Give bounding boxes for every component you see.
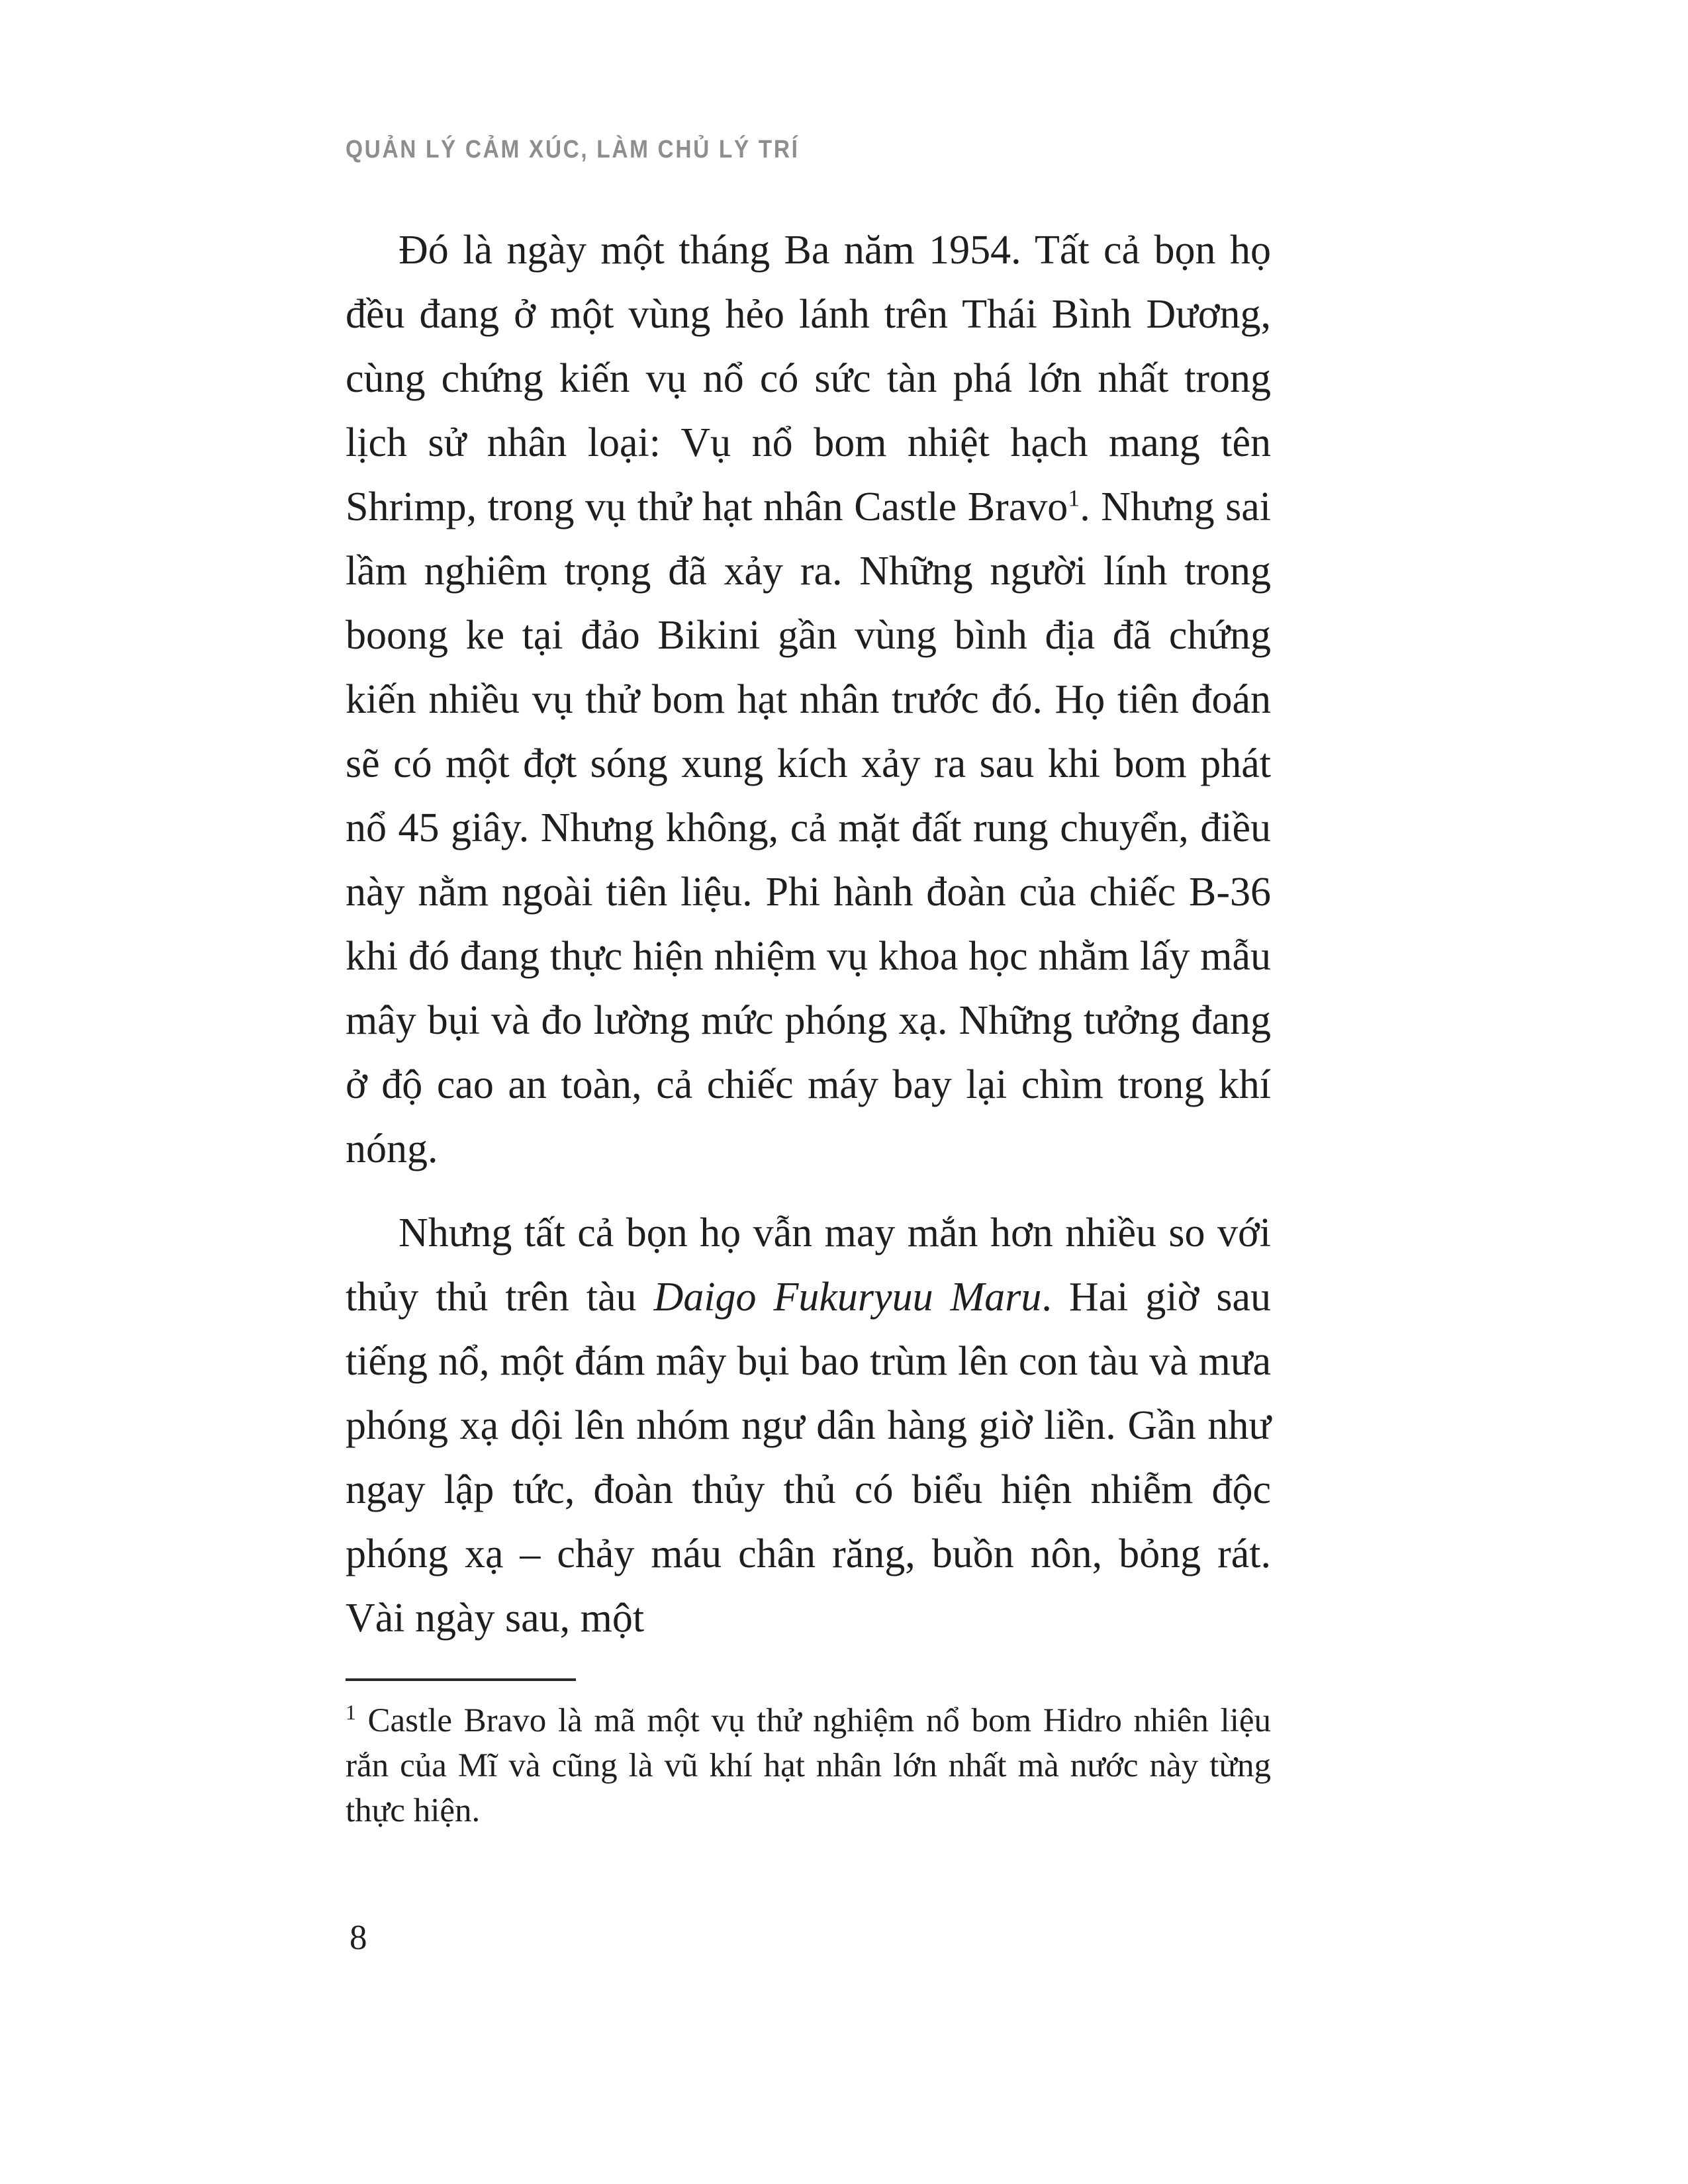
footnote-body: Castle Bravo là mã một vụ thử nghiệm nổ bom Hidro nhiên liệu rắn của Mĩ và cũng là vũ khí hạt nhân lớn nhất mà nước này từng thực hiện.	[346, 1702, 1271, 1829]
paragraph-2-text: Nhưng tất cả bọn họ vẫn may mắn hơn nhiều so với thủy thủ trên tàu	[346, 1210, 1271, 1320]
page-content	[346, 136, 1271, 1833]
footnote-marker: 1	[346, 1701, 356, 1724]
paragraph-1-continued: . Nhưng sai lầm nghiêm trọng đã xảy ra. Những người lính trong boong ke tại đảo Bikini gần vùng bình địa đã chứng kiến nhiều vụ thử bom hạt nhân trước đó. Họ tiên đoán sẽ có một đợt sóng xung kích xảy ra sau khi bom phát nổ 45 giây. Nhưng không, cả mặt đất rung chuyển, điều này nằm ngoài tiên liệu. Phi hành đoàn của chiếc B-36 khi đó đang thực hiện nhiệm vụ khoa học nhằm lấy mẫu mây bụi và đo lường mức phóng xạ. Những tưởng đang ở độ cao an toàn, cả chiếc máy bay lại chìm trong khí nóng.	[346, 484, 1272, 1171]
page-number: 8	[350, 1919, 367, 1957]
paragraph-2-continued: . Hai giờ sau tiếng nổ, một đám mây bụi bao trùm lên con tàu và mưa phóng xạ dội lên nhóm ngư dân hàng giờ liền. Gần như ngay lập tức, đoàn thủy thủ có biểu hiện nhiễm độc phóng xạ – chảy máu chân răng, buồn nôn, bỏng rát. Vài ngày sau, một	[346, 1275, 1271, 1641]
paragraph-2	[346, 1201, 1271, 1651]
footnote-block	[346, 1678, 1271, 1833]
paragraph-1-text: Đó là ngày một tháng Ba năm 1954. Tất cả bọn họ đều đang ở một vùng hẻo lánh trên Thái Bình Dương, cùng chứng kiến vụ nổ có sức tàn phá lớn nhất trong lịch sử nhân loại: Vụ nổ bom nhiệt hạch mang tên Shrimp, trong vụ thử hạt nhân Castle Bravo	[346, 228, 1271, 529]
footnote-reference: 1	[1068, 484, 1080, 512]
footnote-text	[346, 1698, 1271, 1833]
ship-name-italic: Daigo Fukuryuu Maru	[653, 1275, 1042, 1320]
paragraph-1	[346, 218, 1271, 1181]
running-header: QUẢN LÝ CẢM XÚC, LÀM CHỦ LÝ TRÍ	[346, 136, 800, 163]
footnote-separator-rule	[346, 1678, 576, 1681]
